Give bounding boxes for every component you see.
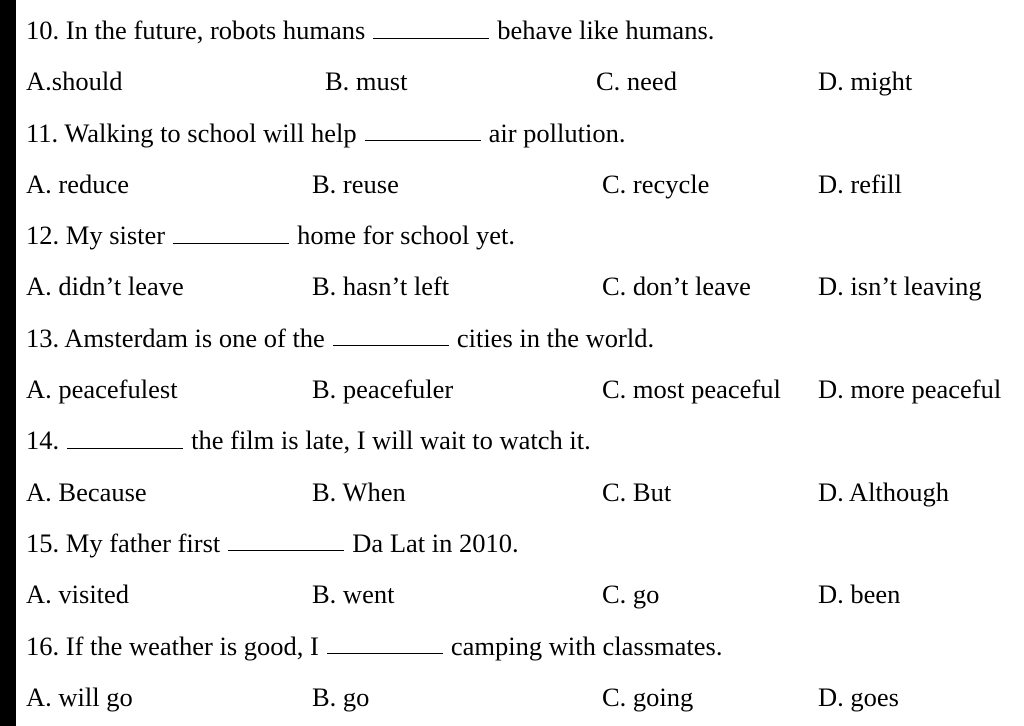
options-row xyxy=(26,672,1024,723)
option-c: C. But xyxy=(602,476,672,507)
question-text-before: If the weather is good, I xyxy=(65,630,319,661)
option-c: C. need xyxy=(596,66,677,97)
question-stem xyxy=(26,313,1024,364)
question-text-before: Walking to school will help xyxy=(64,117,357,148)
question-number: 12. xyxy=(26,220,60,251)
answer-blank xyxy=(67,448,183,449)
question-text-before: My father first xyxy=(65,527,221,558)
question-text-after: Da Lat in 2010. xyxy=(352,527,519,558)
options-row xyxy=(26,364,1024,415)
option-c: C. go xyxy=(602,579,660,610)
answer-blank xyxy=(373,38,489,39)
option-b: B. went xyxy=(312,579,395,610)
options-row xyxy=(26,467,1024,518)
question-text-after: cities in the world. xyxy=(456,322,655,353)
question-number: 14. xyxy=(26,425,60,456)
question-stem xyxy=(26,108,1024,159)
question-text-before: In the future, robots humans xyxy=(65,15,366,45)
answer-blank xyxy=(333,345,449,346)
option-a: A.should xyxy=(26,66,123,97)
answer-blank xyxy=(365,140,481,141)
options-row xyxy=(26,261,1024,312)
option-b: B. peacefuler xyxy=(312,374,454,405)
question-text-after: home for school yet. xyxy=(297,220,515,251)
option-d: D. isn’t leaving xyxy=(818,271,982,302)
question-stem xyxy=(26,518,1024,569)
option-d: D. refill xyxy=(818,168,902,199)
option-d: D. goes xyxy=(818,681,899,712)
question-number: 11. xyxy=(26,117,59,148)
question-text-before: My sister xyxy=(65,220,166,251)
option-b: B. When xyxy=(312,476,406,507)
option-a: A. peacefulest xyxy=(26,374,178,405)
option-c: C. most peaceful xyxy=(602,374,781,405)
option-a: A. didn’t leave xyxy=(26,271,184,302)
option-c: C. don’t leave xyxy=(602,271,751,302)
option-b: B. reuse xyxy=(312,168,399,199)
options-row xyxy=(26,569,1024,620)
question-number: 10. xyxy=(26,15,60,45)
option-b: B. go xyxy=(312,681,370,712)
question-number: 13. xyxy=(26,322,60,353)
worksheet-page xyxy=(16,0,1024,726)
question-stem xyxy=(26,415,1024,466)
question-number: 15. xyxy=(26,527,60,558)
question-stem xyxy=(26,210,1024,261)
option-a: A. visited xyxy=(26,579,130,610)
question-text-after: the film is late, I will wait to watch it. xyxy=(191,425,591,456)
option-d: D. Although xyxy=(818,476,950,507)
option-c: C. going xyxy=(602,681,694,712)
answer-blank xyxy=(327,653,443,654)
options-row xyxy=(26,56,1024,107)
option-a: A. Because xyxy=(26,476,147,507)
option-d: D. been xyxy=(818,579,901,610)
option-d: D. might xyxy=(818,66,913,97)
answer-blank xyxy=(228,550,344,551)
question-stem xyxy=(26,621,1024,672)
options-row xyxy=(26,159,1024,210)
question-text-before: Amsterdam is one of the xyxy=(64,322,325,353)
option-b: B. hasn’t left xyxy=(312,271,450,302)
option-a: A. will go xyxy=(26,681,133,712)
option-b: B. must xyxy=(325,66,408,97)
question-stem xyxy=(26,5,1024,56)
question-list xyxy=(26,5,1024,723)
question-text-after: behave like humans. xyxy=(497,15,715,45)
option-c: C. recycle xyxy=(602,168,710,199)
answer-blank xyxy=(173,243,289,244)
question-number: 16. xyxy=(26,630,60,661)
option-d: D. more peaceful xyxy=(818,374,1002,405)
option-a: A. reduce xyxy=(26,168,129,199)
question-text-after: camping with classmates. xyxy=(450,630,723,661)
question-text-after: air pollution. xyxy=(488,117,626,148)
